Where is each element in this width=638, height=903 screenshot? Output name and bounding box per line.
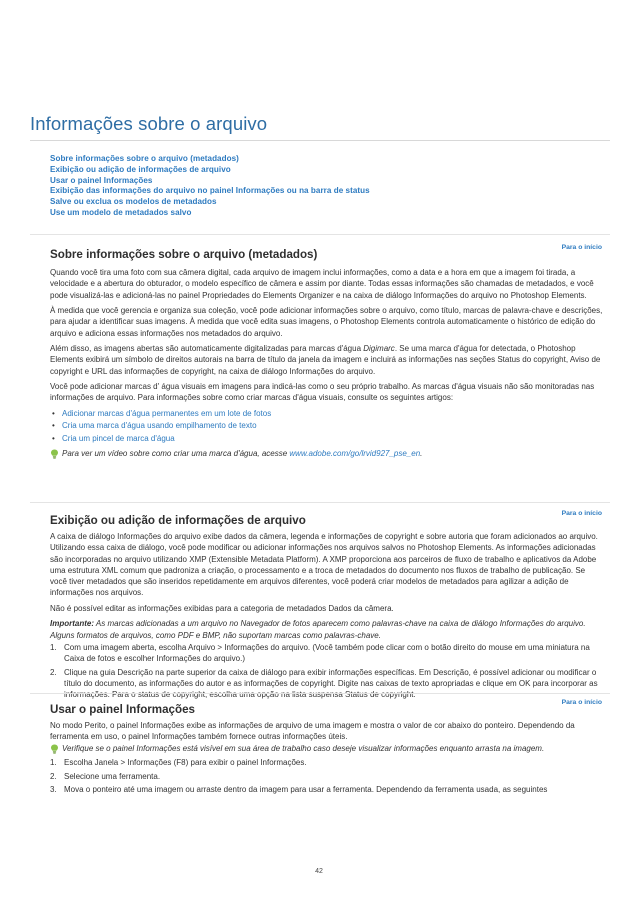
toc-link-sobre[interactable]: Sobre informações sobre o arquivo (metadados) xyxy=(50,154,239,163)
important-note: Importante: As marcas adicionadas a um arquivo no Navegador de fotos aparecem como palavras-chave na caixa de diálogo Informações do arquivo. Alguns formatos de arquivos, como PDF e BMP, não suportam marcas como palavras-chave. xyxy=(50,619,586,640)
table-of-contents xyxy=(50,154,370,219)
paragraph: Você pode adicionar marcas d' água visuais em imagens para indicá-las como o seu próprio trabalho. As marcas d'água visuais não são monitoradas nas informações de arquivo. Para informações sobre como criar marcas d'água visuais, consulte os seguintes artigos: xyxy=(50,381,595,403)
article-link[interactable]: Cria um pincel de marca d'água xyxy=(62,434,175,444)
tip-note: Para ver um vídeo sobre como criar uma marca d'água, acesse www.adobe.com/go/lrvid927_pse_en. xyxy=(50,448,604,459)
steps-list xyxy=(50,757,604,796)
section-title: Exibição ou adição de informações de arquivo xyxy=(50,514,306,527)
section-title: Sobre informações sobre o arquivo (metadados) xyxy=(50,248,318,261)
back-to-top-link[interactable]: Para o início xyxy=(561,510,602,517)
paragraph: No modo Perito, o painel Informações exibe as informações de arquivo de uma imagem e mostra o valor de cor abaixo do ponteiro. Dependendo da ferramenta em uso, o painel Informações também fornece outras informações úteis. xyxy=(50,721,575,742)
paragraph: À medida que você gerencia e organiza sua coleção, você pode adicionar informações sobre o arquivo, como título, marcas de palavra-chave e descrições, para ajudar a identificar suas imagens. À medida que você edita suas imagens, o Photoshop Elements controla automaticamente o histórico de edição do arquivo e adiciona essas informações nos metadados do arquivo. xyxy=(50,305,603,338)
article-link-list xyxy=(50,408,604,446)
paragraph: Quando você tira uma foto com sua câmera digital, cada arquivo de imagem inclui informações, como a data e a hora em que a imagem foi tirada, a velocidade e a abertura do obturador, o modelo específico de câmera e assim por diante. Todas essas informações são chamadas de metadados, e você pode visualizá-las e adicioná-las no painel Propriedades do Elements Organizer e na caixa de diálogo Informações do arquivo no Photoshop Elements. xyxy=(50,268,594,300)
section-divider xyxy=(30,693,610,694)
section-exibicao-body xyxy=(50,531,604,703)
list-item: 1. Escolha Janela > Informações (F8) para exibir o painel Informações. xyxy=(50,757,307,767)
lightbulb-icon xyxy=(50,449,59,459)
list-item: 2. Clique na guia Descrição na parte superior da caixa de diálogo para exibir informações específicas. Em Descrição, é possível adicionar ou modificar o título do documento, as informações do autor e as informações de copyright. Digite nas caixas de texto apropriadas e clique em OK para incorporar as informações. Para o status de copyright, escolha uma opção na lista suspensa Status de copyright. xyxy=(50,667,598,700)
video-link[interactable]: www.adobe.com/go/lrvid927_pse_en xyxy=(289,448,421,458)
article-link[interactable]: Cria uma marca d'água usando empilhamento de texto xyxy=(62,421,257,431)
article-link[interactable]: Adicionar marcas d'água permanentes em um lote de fotos xyxy=(62,408,272,418)
list-item: 3. Mova o ponteiro até uma imagem ou arraste dentro da imagem para usar a ferramenta. Dependendo da ferramenta usada, as seguintes xyxy=(50,785,548,795)
section-painel-body xyxy=(50,720,604,798)
list-item: 1. Com uma imagem aberta, escolha Arquivo > Informações do arquivo. (Você também pode clicar com o botão direito do mouse em uma miniatura na Caixa de fotos e escolher Informações do arquivo.) xyxy=(50,642,590,664)
back-to-top-link[interactable]: Para o início xyxy=(561,699,602,706)
lightbulb-icon xyxy=(50,744,59,754)
digimarc-term: Digimarc xyxy=(363,343,395,353)
paragraph: Além disso, as imagens abertas são automaticamente digitalizadas para marcas d'água Digimarc. Se uma marca d'água for detectada, o Photoshop Elements exibirá um símbolo de direitos autorais na barra de título da janela da imagem e incluirá as informações nas seções Status do copyright, Aviso de copyright e URL das informações de copyright, na caixa de diálogo Informações do arquivo. xyxy=(50,343,601,376)
important-label: Importante: xyxy=(50,619,94,629)
list-item: 2. Selecione uma ferramenta. xyxy=(50,771,161,781)
list-item xyxy=(62,420,604,433)
page-number: 42 xyxy=(315,868,323,875)
steps-list xyxy=(50,642,604,701)
back-to-top-link[interactable]: Para o início xyxy=(561,244,602,251)
toc-link-barra-status[interactable]: Exibição das informações do arquivo no painel Informações ou na barra de status xyxy=(50,186,370,196)
section-divider xyxy=(30,234,610,235)
tip-note: Verifique se o painel Informações está visível em sua área de trabalho caso deseje visualizar informações enquanto arrasta na imagem. xyxy=(50,743,604,754)
toc-link-use-modelo[interactable]: Use um modelo de metadados salvo xyxy=(50,207,192,217)
title-divider xyxy=(30,140,610,141)
section-sobre-body xyxy=(50,267,604,459)
section-title: Usar o painel Informações xyxy=(50,703,195,716)
paragraph: A caixa de diálogo Informações do arquivo exibe dados da câmera, legenda e informações de copyright e sobre autoria que foram adicionados ao arquivo. Utilizando essa caixa de diálogo, você pode modificar ou adicionar informações nos arquivos salvos no Photoshop Elements. As informações adicionadas são incorporadas no arquivo utilizando XMP (Extensible Metadata Platform). A XMP proporciona aos parceiros de fluxo de trabalho e aplicativos da Adobe uma estrutura XML comum que padroniza a criação, o processamento e a troca de metadados do documento nos fluxos de trabalho de publicação. Se você tiver metadados que são inseridos repetidamente em arquivos diferentes, você poderá criar modelos de metadados para agilizar a adição de informações nos arquivos. xyxy=(50,532,598,598)
page-title: Informações sobre o arquivo xyxy=(30,113,268,134)
paragraph: Não é possível editar as informações exibidas para a categoria de metadados Dados da câmera. xyxy=(50,603,394,613)
toc-link-salve-modelos[interactable]: Salve ou exclua os modelos de metadados xyxy=(50,197,217,207)
section-divider xyxy=(30,502,610,503)
list-item xyxy=(62,408,604,421)
toc-link-painel-informacoes[interactable]: Usar o painel Informações xyxy=(50,175,153,185)
toc-link-exibicao[interactable]: Exibição ou adição de informações de arquivo xyxy=(50,164,231,174)
list-item xyxy=(62,433,604,446)
